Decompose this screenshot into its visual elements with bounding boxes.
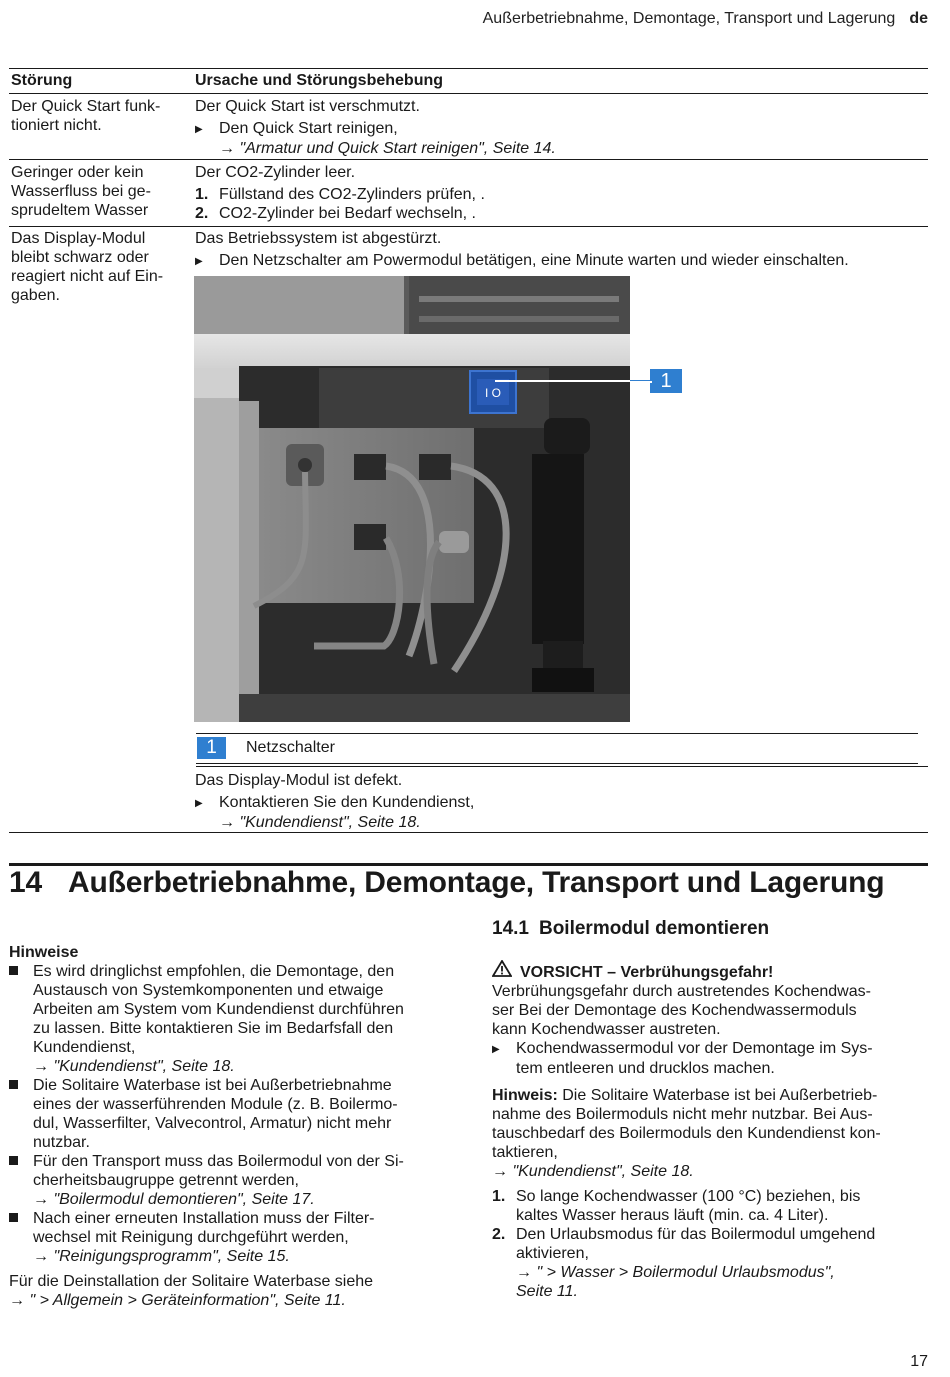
sub-row-divider — [196, 766, 928, 767]
note-item — [9, 1076, 449, 1152]
row-divider — [9, 226, 928, 227]
note-line: Für den Transport muss das Boilermodul von der Si- — [33, 1153, 404, 1170]
column-header-fault: Störung — [11, 72, 73, 89]
subsection-number: 14.1 — [492, 918, 529, 939]
step-line: Den Urlaubsmodus für das Boilermodul umgehend — [516, 1226, 876, 1243]
fault-line: Der Quick Start funk- — [11, 98, 161, 115]
note-line: Arbeiten am System vom Kundendienst durchführen — [33, 1001, 404, 1018]
note-line: Es wird dringlichst empfohlen, die Demontage, den — [33, 963, 395, 980]
note-line: nutzbar. — [33, 1134, 90, 1151]
hint-line: tauschbedarf des Boilermoduls den Kundendienst kon- — [492, 1125, 881, 1142]
section-title: Außerbetriebnahme, Demontage, Transport und Lagerung — [67, 866, 885, 899]
fault-line: tioniert nicht. — [11, 117, 102, 134]
note-line: wechsel mit Reinigung durchgeführt werden, — [33, 1229, 349, 1246]
fault-line: Das Display-Modul — [11, 230, 146, 247]
cause-cell — [195, 163, 485, 223]
cross-reference-link[interactable]: → "Kundendienst", Seite 18. — [33, 1058, 235, 1075]
instructions-column — [492, 960, 928, 1301]
step-text: CO2-Zylinder bei Bedarf wechseln, . — [219, 205, 476, 222]
square-bullet-icon — [9, 1213, 18, 1222]
cross-reference-link[interactable]: → "Reinigungsprogramm", Seite 15. — [33, 1248, 290, 1265]
subsection-heading — [492, 918, 769, 940]
notes-heading: Hinweise — [9, 944, 79, 961]
action-text: Den Quick Start reinigen, — [219, 120, 398, 137]
step-line: kaltes Wasser heraus läuft (min. ca. 4 Liter). — [516, 1207, 829, 1224]
page-number: 17 — [910, 1353, 928, 1370]
legend-bottom-rule — [196, 763, 918, 764]
cross-reference-link[interactable]: Seite 11. — [516, 1283, 578, 1300]
step-number: 1. — [195, 186, 209, 203]
cross-reference-link[interactable]: → "Armatur und Quick Start reinigen", Seite 14. — [219, 140, 556, 157]
switch-label: I O — [484, 386, 502, 400]
note-line: eines der wasserführenden Module (z. B. Boilermo- — [33, 1096, 398, 1113]
step-line: So lange Kochendwasser (100 °C) beziehen, bis — [516, 1188, 861, 1205]
cross-reference-link[interactable]: → " > Wasser > Boilermodul Urlaubsmodus", — [516, 1264, 835, 1281]
cross-reference-link[interactable]: → "Kundendienst", Seite 18. — [219, 814, 421, 831]
cross-reference-link[interactable]: → " > Allgemein > Geräteinformation", Seite 11. — [9, 1292, 346, 1309]
table-bottom-rule — [9, 832, 928, 833]
running-header — [483, 10, 928, 28]
note-line: cherheitsbaugruppe getrennt werden, — [33, 1172, 299, 1189]
step-number: 1. — [492, 1188, 506, 1205]
note-line: zu lassen. Bitte kontaktieren Sie im Bedarfsfall den — [33, 1020, 394, 1037]
step-number: 2. — [195, 205, 209, 222]
square-bullet-icon — [9, 966, 18, 975]
warning-triangle-icon — [492, 960, 520, 982]
cause-text: Das Betriebssystem ist abgestürzt. — [195, 230, 442, 247]
note-item — [9, 1152, 449, 1209]
cause-cell — [195, 771, 474, 832]
hint-label: Hinweis: — [492, 1087, 558, 1104]
hint-line: taktieren, — [492, 1144, 558, 1161]
note-line: Kundendienst, — [33, 1039, 136, 1056]
bullet-triangle-icon: ▶ — [195, 124, 203, 135]
note-line: dul, Wasserfilter, Valvecontrol, Armatur) nicht mehr — [33, 1115, 392, 1132]
warning-action-line: tem entleeren und drucklos machen. — [516, 1060, 775, 1077]
cause-text: Der CO2-Zylinder leer. — [195, 164, 356, 181]
warning-action-line: Kochendwassermodul vor der Demontage im Sys- — [516, 1040, 873, 1057]
bullet-triangle-icon: ▶ — [195, 256, 203, 267]
callout-leader-line — [630, 380, 652, 383]
warning-line: kann Kochendwasser austreten. — [492, 1021, 721, 1038]
cross-reference-link[interactable]: → "Kundendienst", Seite 18. — [492, 1163, 694, 1180]
square-bullet-icon — [9, 1080, 18, 1089]
fault-line: Geringer oder kein — [11, 164, 144, 181]
step-number: 2. — [492, 1226, 506, 1243]
subsection-title: Boilermodul demontieren — [538, 918, 770, 939]
cause-cell — [195, 229, 849, 271]
table-top-rule — [9, 68, 928, 69]
hint-paragraph — [492, 1086, 928, 1105]
notes-column — [9, 943, 449, 1310]
action-text: Kontaktieren Sie den Kundendienst, — [219, 794, 475, 811]
figure-callout-badge: 1 — [650, 369, 682, 393]
cause-text: Der Quick Start ist verschmutzt. — [195, 98, 420, 115]
section-heading — [9, 866, 884, 900]
hint-line: Die Solitaire Waterbase ist bei Außerbetrieb- — [557, 1087, 878, 1104]
note-line: Austausch von Systemkomponenten und etwaige — [33, 982, 384, 999]
note-line: Nach einer erneuten Installation muss der Filter- — [33, 1210, 375, 1227]
header-title: Außerbetriebnahme, Demontage, Transport und Lagerung — [482, 10, 896, 27]
note-item — [9, 962, 449, 1076]
hint-line: nahme des Boilermoduls nicht mehr nutzbar. Bei Aus- — [492, 1106, 873, 1123]
column-header-cause: Ursache und Störungsbehebung — [195, 72, 444, 89]
cross-reference-link[interactable]: → "Boilermodul demontieren", Seite 17. — [33, 1191, 315, 1208]
note-item — [9, 1209, 449, 1266]
cause-text: Das Display-Modul ist defekt. — [195, 772, 403, 789]
warning-heading — [492, 960, 928, 982]
fault-line: gaben. — [11, 287, 60, 304]
fault-line: Wasserfluss bei ge- — [11, 183, 151, 200]
row-divider — [9, 159, 928, 160]
warning-title: VORSICHT – Verbrühungsgefahr! — [520, 964, 774, 981]
language-code: de — [909, 10, 928, 27]
fault-cell — [11, 163, 151, 220]
legend-number-badge: 1 — [197, 737, 226, 759]
cause-cell — [195, 97, 556, 158]
note-line: Die Solitaire Waterbase ist bei Außerbetriebnahme — [33, 1077, 392, 1094]
fault-line: bleibt schwarz oder — [11, 249, 149, 266]
section-number: 14 — [9, 866, 42, 899]
bullet-triangle-icon: ▶ — [195, 798, 203, 809]
square-bullet-icon — [9, 1156, 18, 1165]
legend-top-rule — [196, 733, 918, 734]
power-module-photo — [194, 276, 630, 722]
fault-line: reagiert nicht auf Ein- — [11, 268, 164, 285]
deinstall-text: Für die Deinstallation der Solitaire Waterbase siehe — [9, 1273, 374, 1290]
table-header-rule — [9, 93, 928, 94]
step-line: aktivieren, — [516, 1245, 589, 1262]
legend-label: Netzschalter — [246, 739, 335, 756]
fault-cell — [11, 97, 160, 135]
warning-line: ser Bei der Demontage des Kochendwassermoduls — [492, 1002, 857, 1019]
fault-cell — [11, 229, 163, 305]
warning-line: Verbrühungsgefahr durch austretendes Kochendwas- — [492, 983, 871, 1000]
step-text: Füllstand des CO2-Zylinders prüfen, . — [219, 186, 485, 203]
fault-line: sprudeltem Wasser — [11, 202, 149, 219]
action-text: Den Netzschalter am Powermodul betätigen, eine Minute warten und wieder einschalten. — [219, 252, 849, 269]
bullet-triangle-icon: ▶ — [492, 1044, 500, 1055]
